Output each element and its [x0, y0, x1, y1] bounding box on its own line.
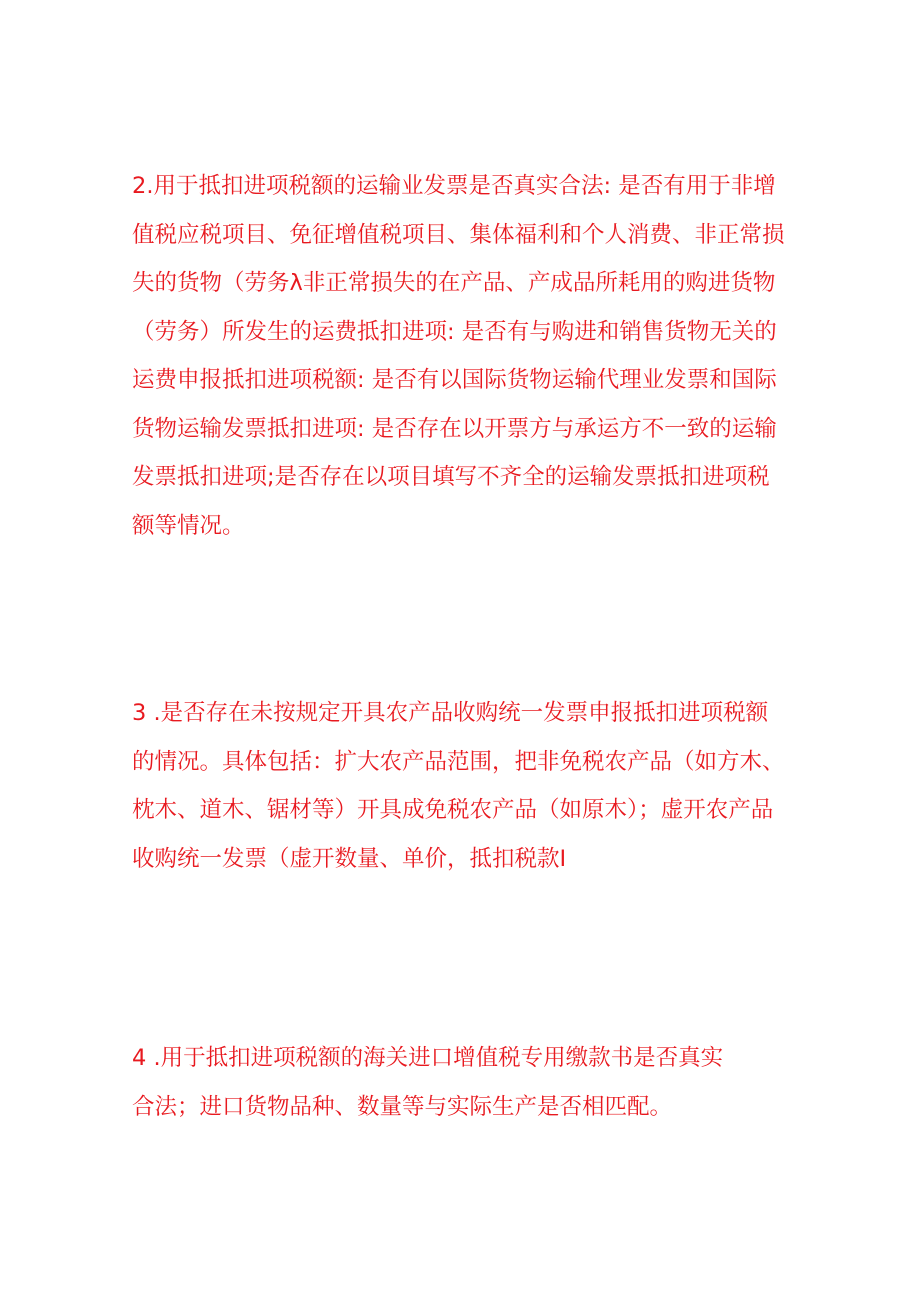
text-line: 2.用于抵扣进项税额的运输业发票是否真实合法: 是否有用于非增: [132, 173, 776, 199]
paragraph-item-3: [132, 689, 785, 883]
text-line: 额等情况。: [132, 512, 245, 539]
text-line: 3 .是否存在未按规定开具农产品收购统一发票申报抵扣进项税额: [132, 700, 769, 726]
text-line: 枕木、道木、锯材等）开具成免税农产品（如原木）；虚开农产品: [132, 797, 774, 823]
text-line: 发票抵扣进项;是否存在以项目填写不齐全的运输发票抵扣进项税: [132, 464, 770, 490]
text-line: 货物运输发票抵扣进项: 是否存在以开票方与承运方不一致的运输: [132, 415, 777, 442]
text-line: 值税应税项目、免征增值税项目、集体福利和个人消费、非正常损: [132, 221, 785, 248]
text-line: （劳务）所发生的运费抵扣进项: 是否有与购进和销售货物无关的: [132, 318, 777, 345]
paragraph-item-4: [132, 1034, 723, 1131]
text-line: 运费申报抵扣进项税额: 是否有以国际货物运输代理业发票和国际: [132, 367, 777, 393]
paragraph-item-2: [132, 162, 785, 550]
text-line: 合法；进口货物品种、数量等与实际生产是否相匹配。: [132, 1093, 673, 1120]
text-line: 4 .用于抵扣进项税额的海关进口增值税专用缴款书是否真实: [132, 1045, 724, 1071]
text-line: 失的货物（劳务λ非正常损失的在产品、产成品所耗用的购进货物: [132, 270, 776, 296]
text-line: 的情况。具体包括：扩大农产品范围，把非免税农产品（如方木、: [132, 748, 785, 775]
text-line: 收购统一发票（虚开数量、单价，抵扣税款I: [132, 845, 567, 872]
